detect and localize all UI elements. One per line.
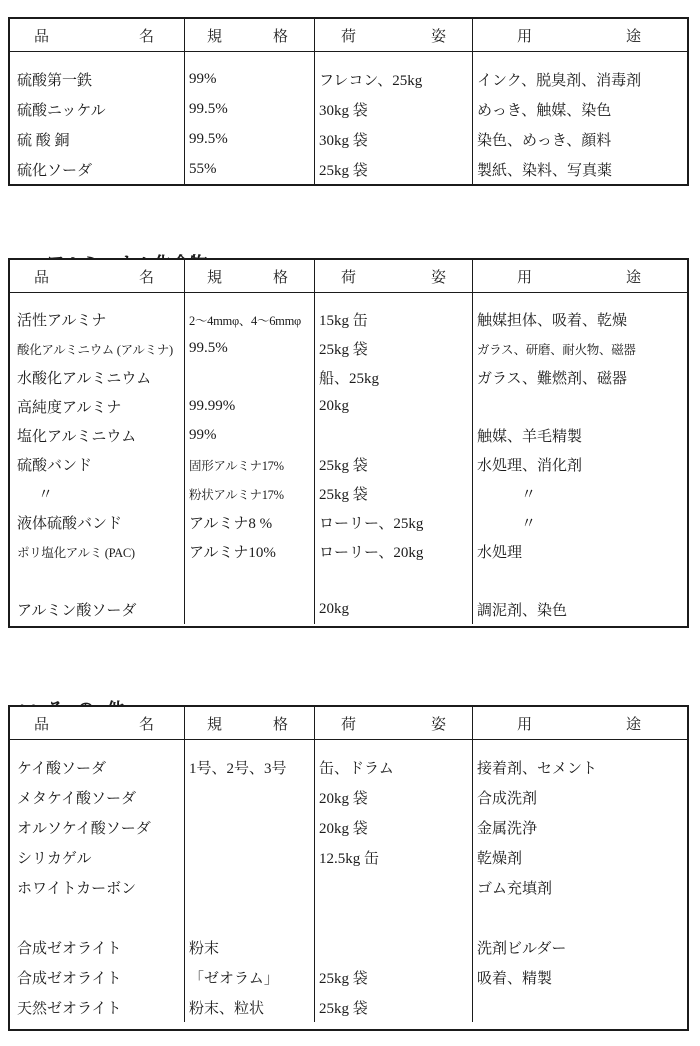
cell-specification: 1号、2号、3号: [184, 752, 314, 782]
cell-product-name: 硫酸ニッケル: [17, 102, 106, 119]
header-char: 途: [625, 28, 641, 45]
table-row: [10, 962, 687, 992]
cell-use: めっき、触媒、染色: [472, 94, 687, 124]
header-char: 品: [34, 269, 50, 286]
cell-specification: アルミナ10%: [184, 537, 314, 566]
table-row: [10, 94, 687, 124]
cell-product-name: ホワイトカーボン: [17, 880, 137, 897]
cell-packaging: 25kg 袋: [314, 334, 472, 363]
cell-use: 接着剤、セメント: [472, 752, 687, 782]
cell-use: 金属洗浄: [472, 812, 687, 842]
header-char: 姿: [430, 716, 446, 733]
cell-use: 水処理: [472, 537, 687, 566]
cell-use: 水処理、消化剤: [472, 450, 687, 479]
products-table-aluminium-compounds: [8, 258, 689, 628]
cell-specification: 99%: [184, 421, 314, 450]
cell-use: 合成洗剤: [472, 782, 687, 812]
header-char: 姿: [430, 269, 446, 286]
cell-product-name: 液体硫酸バンド: [17, 516, 123, 532]
table-row: [10, 124, 687, 154]
cell-specification: 粉末、粒状: [184, 992, 314, 1022]
table-row: [10, 537, 687, 566]
cell-product-name: オルソケイ酸ソーダ: [17, 820, 151, 837]
cell-specification: 55%: [184, 154, 314, 184]
header-char: 荷: [341, 716, 357, 733]
cell-use: [472, 992, 687, 1022]
cell-packaging: [314, 932, 472, 962]
header-product-name: [10, 19, 184, 51]
header-char: 名: [138, 269, 154, 286]
table-header-row: [10, 707, 687, 740]
header-char: 用: [517, 269, 533, 286]
table-row: [10, 64, 687, 94]
cell-packaging: [314, 421, 472, 450]
header-specification: [184, 707, 314, 739]
cell-specification: 固形アルミナ17%: [184, 450, 314, 479]
cell-packaging: 20kg: [314, 392, 472, 421]
table-row: [10, 479, 687, 508]
cell-specification: [184, 812, 314, 842]
cell-product-name: 高純度アルミナ: [17, 400, 122, 416]
table-row: [10, 932, 687, 962]
cell-use: [472, 392, 687, 421]
empty-row: [10, 566, 687, 595]
cell-specification: [184, 363, 314, 392]
cell-packaging: 25kg 袋: [314, 992, 472, 1022]
cell-packaging: 12.5kg 缶: [314, 842, 472, 872]
cell-use: 触媒、羊毛精製: [472, 421, 687, 450]
cell-product-name: 合成ゼオライト: [17, 970, 122, 987]
header-packaging: [314, 19, 472, 51]
cell-specification: 99.99%: [184, 392, 314, 421]
header-char: 格: [272, 28, 288, 45]
cell-use: インク、脱臭剤、消毒剤: [472, 64, 687, 94]
cell-use: ゴム充填剤: [472, 872, 687, 902]
cell-packaging: フレコン、25kg: [314, 64, 472, 94]
header-packaging: [314, 260, 472, 292]
cell-specification: 99.5%: [184, 124, 314, 154]
cell-packaging: 20kg 袋: [314, 782, 472, 812]
cell-specification: 99%: [184, 64, 314, 94]
table-row: [10, 812, 687, 842]
table-row: [10, 154, 687, 184]
cell-packaging: ローリー、20kg: [314, 537, 472, 566]
table-row: [10, 842, 687, 872]
cell-product-name: アルミン酸ソーダ: [17, 603, 137, 619]
table-row: [10, 334, 687, 363]
table-row: [10, 508, 687, 537]
header-char: 名: [138, 28, 154, 45]
cell-product-name-ditto: 〃: [38, 487, 54, 503]
cell-use-ditto: 〃: [472, 508, 687, 537]
cell-packaging: 30kg 袋: [314, 94, 472, 124]
header-char: 規: [207, 716, 223, 733]
cell-use: 製紙、染料、写真薬: [472, 154, 687, 184]
spacer-row: [10, 52, 687, 64]
header-char: 規: [207, 269, 223, 286]
cell-product-name: 硫酸バンド: [17, 458, 93, 474]
table-row: [10, 872, 687, 902]
cell-packaging: 25kg 袋: [314, 962, 472, 992]
header-packaging: [314, 707, 472, 739]
header-char: 格: [272, 716, 288, 733]
cell-specification: [184, 872, 314, 902]
header-char: 格: [272, 269, 288, 286]
cell-use: ガラス、難燃剤、磁器: [472, 363, 687, 392]
spacer-row: [10, 740, 687, 752]
cell-use: 吸着、精製: [472, 962, 687, 992]
header-char: 用: [517, 716, 533, 733]
cell-product-name: 塩化アルミニウム: [17, 429, 137, 445]
header-char: 品: [34, 716, 50, 733]
table-header-row: [10, 260, 687, 293]
cell-packaging: 20kg 袋: [314, 812, 472, 842]
table-row: [10, 752, 687, 782]
cell-use: ガラス、研磨、耐火物、磁器: [472, 334, 687, 363]
cell-product-name: メタケイ酸ソーダ: [17, 790, 136, 807]
header-char: 規: [207, 28, 223, 45]
products-table-sulfur-compounds: [8, 17, 689, 186]
header-char: 途: [625, 269, 641, 286]
cell-packaging: [314, 872, 472, 902]
cell-specification: [184, 782, 314, 812]
cell-packaging: 15kg 缶: [314, 305, 472, 334]
header-char: 用: [517, 28, 533, 45]
header-product-name: [10, 260, 184, 292]
header-char: 途: [625, 716, 641, 733]
cell-product-name: シリカゲル: [17, 850, 92, 867]
cell-specification: [184, 595, 314, 624]
cell-product-name: ポリ塩化アルミ (PAC): [17, 545, 135, 560]
table-row: [10, 392, 687, 421]
header-char: 名: [138, 716, 154, 733]
products-table-others: [8, 705, 689, 1031]
table-row: [10, 782, 687, 812]
cell-packaging: ローリー、25kg: [314, 508, 472, 537]
header-use: [472, 260, 687, 292]
cell-use: 調泥剤、染色: [472, 595, 687, 624]
cell-use: 染色、めっき、顔料: [472, 124, 687, 154]
header-char: 荷: [341, 269, 357, 286]
header-char: 品: [34, 28, 50, 45]
cell-packaging: 20kg: [314, 595, 472, 624]
cell-specification: 99.5%: [184, 334, 314, 363]
table-row: [10, 992, 687, 1022]
cell-packaging: 缶、ドラム: [314, 752, 472, 782]
cell-product-name: 合成ゼオライト: [17, 940, 122, 957]
cell-specification: 粉末: [184, 932, 314, 962]
cell-product-name: 硫酸第一鉄: [17, 72, 93, 89]
empty-row: [10, 902, 687, 932]
header-char: 姿: [430, 28, 446, 45]
cell-use-ditto: 〃: [472, 479, 687, 508]
cell-product-name: 酸化アルミニウム (アルミナ): [17, 342, 173, 357]
cell-use: 触媒担体、吸着、乾燥: [472, 305, 687, 334]
cell-specification: [184, 842, 314, 872]
cell-use: 洗剤ビルダー: [472, 932, 687, 962]
cell-use: 乾燥剤: [472, 842, 687, 872]
header-product-name: [10, 707, 184, 739]
table-row: [10, 421, 687, 450]
cell-product-name: 活性アルミナ: [17, 313, 107, 329]
cell-product-name: ケイ酸ソーダ: [17, 760, 106, 777]
table-row: [10, 305, 687, 334]
cell-specification: 「ゼオラム」: [184, 962, 314, 992]
cell-packaging: 25kg 袋: [314, 450, 472, 479]
cell-specification: 2〜4mmφ、4〜6mmφ: [184, 305, 314, 334]
cell-specification: 99.5%: [184, 94, 314, 124]
cell-packaging: 25kg 袋: [314, 479, 472, 508]
header-char: 荷: [341, 28, 357, 45]
header-specification: [184, 19, 314, 51]
header-use: [472, 707, 687, 739]
cell-product-name: 天然ゼオライト: [17, 1000, 122, 1017]
cell-product-name: 水酸化アルミニウム: [17, 371, 152, 387]
spacer-row: [10, 293, 687, 305]
table-row: [10, 450, 687, 479]
cell-packaging: 船、25kg: [314, 363, 472, 392]
cell-specification: 粉状アルミナ17%: [184, 479, 314, 508]
table-row: [10, 595, 687, 624]
cell-packaging: 25kg 袋: [314, 154, 472, 184]
cell-product-name: 硫化ソーダ: [17, 162, 93, 179]
table-row: [10, 363, 687, 392]
cell-packaging: 30kg 袋: [314, 124, 472, 154]
table-header-row: [10, 19, 687, 52]
header-specification: [184, 260, 314, 292]
cell-product-name: 硫 酸 銅: [17, 132, 70, 149]
header-use: [472, 19, 687, 51]
cell-specification: アルミナ8 %: [184, 508, 314, 537]
